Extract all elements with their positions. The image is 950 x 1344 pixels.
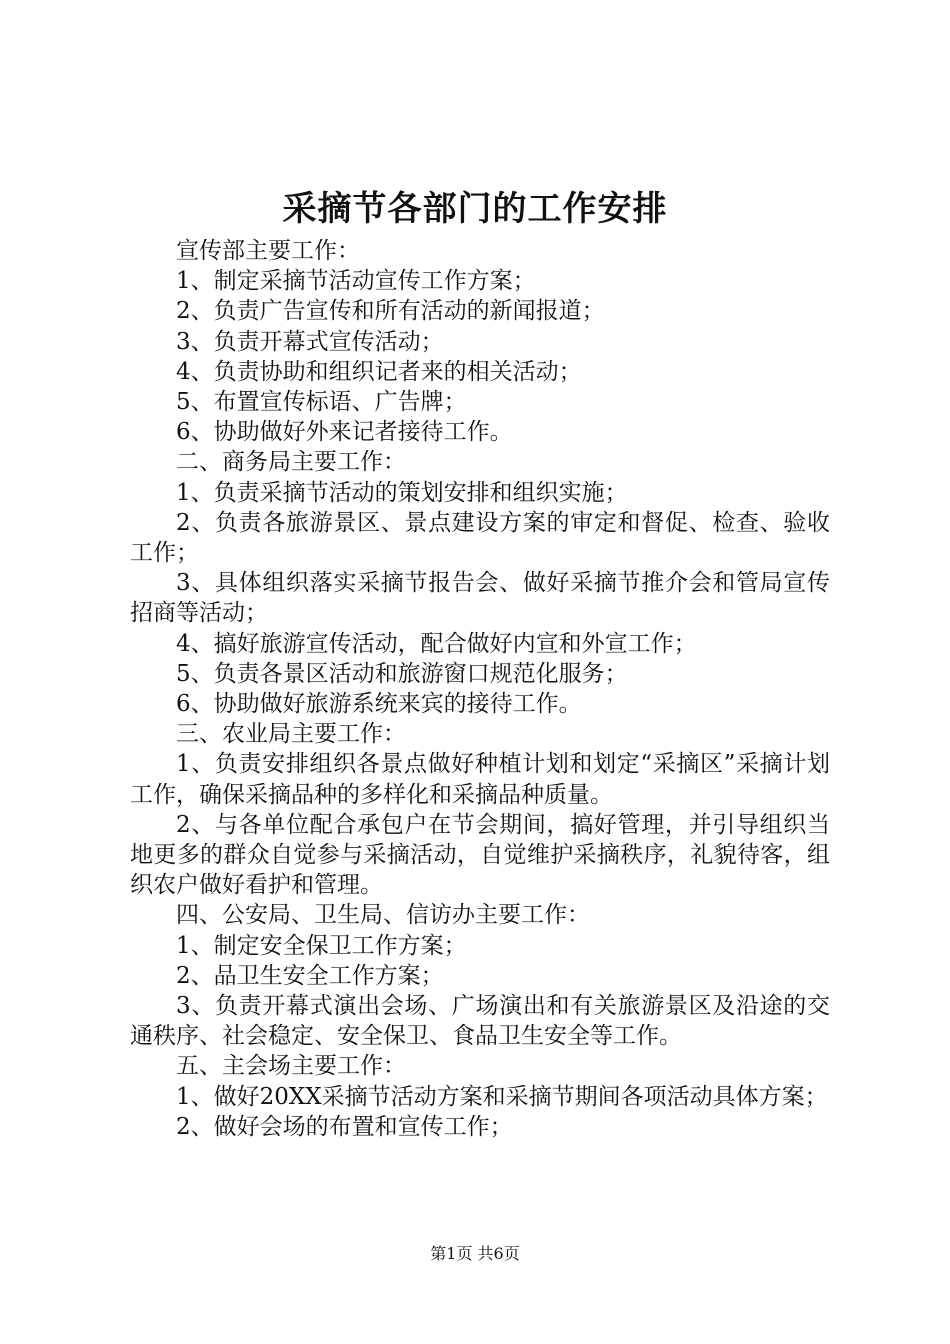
paragraph: 6、协助做好旅游系统来宾的接待工作。 [176,691,582,718]
paragraph: 宣传部主要工作： [176,238,360,264]
paragraph: 4、负责协助和组织记者来的相关活动； [176,358,582,385]
page-footer: 第1页 共6页 [430,1244,520,1263]
paragraph: 3、具体组织落实采摘节报告会、做好采摘节推介会和管局宣传招商等活动； [130,570,830,627]
section-heading: 三、农业局主要工作： [176,721,406,748]
document-title: 采摘节各部门的工作安排 [282,189,668,229]
paragraph: 1、做好20XX采摘节活动方案和采摘节期间各项活动具体方案； [176,1083,828,1110]
section-heading: 五、主会场主要工作： [176,1053,406,1080]
paragraph: 5、负责各景区活动和旅游窗口规范化服务； [176,660,628,687]
paragraph: 1、负责采摘节活动的策划安排和组织实施； [176,479,628,506]
paragraph: 2、品卫生安全工作方案； [176,962,444,989]
paragraph: 3、负责开幕式演出会场、广场演出和有关旅游景区及沿途的交通秩序、社会稳定、安全保卫、食品卫生安全等工作。 [130,993,830,1050]
section-heading: 二、商务局主要工作： [176,449,406,476]
document-body [130,236,830,1142]
paragraph: 2、负责各旅游景区、景点建设方案的审定和督促、检查、验收工作； [130,509,830,567]
paragraph: 2、与各单位配合承包户在节会期间，搞好管理，并引导组织当地更多的群众自觉参与采摘活动，自觉维护采摘秩序，礼貌待客，组织农户做好看护和管理。 [130,811,830,899]
paragraph: 1、负责安排组织各景点做好种植计划和划定“采摘区”采摘计划工作，确保采摘品种的多样化和采摘品种质量。 [130,751,830,808]
paragraph: 1、制定安全保卫工作方案； [176,932,467,959]
paragraph: 2、做好会场的布置和宣传工作； [176,1113,513,1140]
paragraph: 4、搞好旅游宣传活动，配合做好内宣和外宣工作； [176,630,697,657]
paragraph: 2、负责广告宣传和所有活动的新闻报道； [176,298,605,325]
section-heading: 四、公安局、卫生局、信访办主要工作： [176,902,590,929]
paragraph: 3、负责开幕式宣传活动； [176,328,444,355]
paragraph: 6、协助做好外来记者接待工作。 [176,419,513,446]
paragraph: 5、布置宣传标语、广告牌； [176,389,467,416]
paragraph: 1、制定采摘节活动宣传工作方案； [176,268,536,295]
